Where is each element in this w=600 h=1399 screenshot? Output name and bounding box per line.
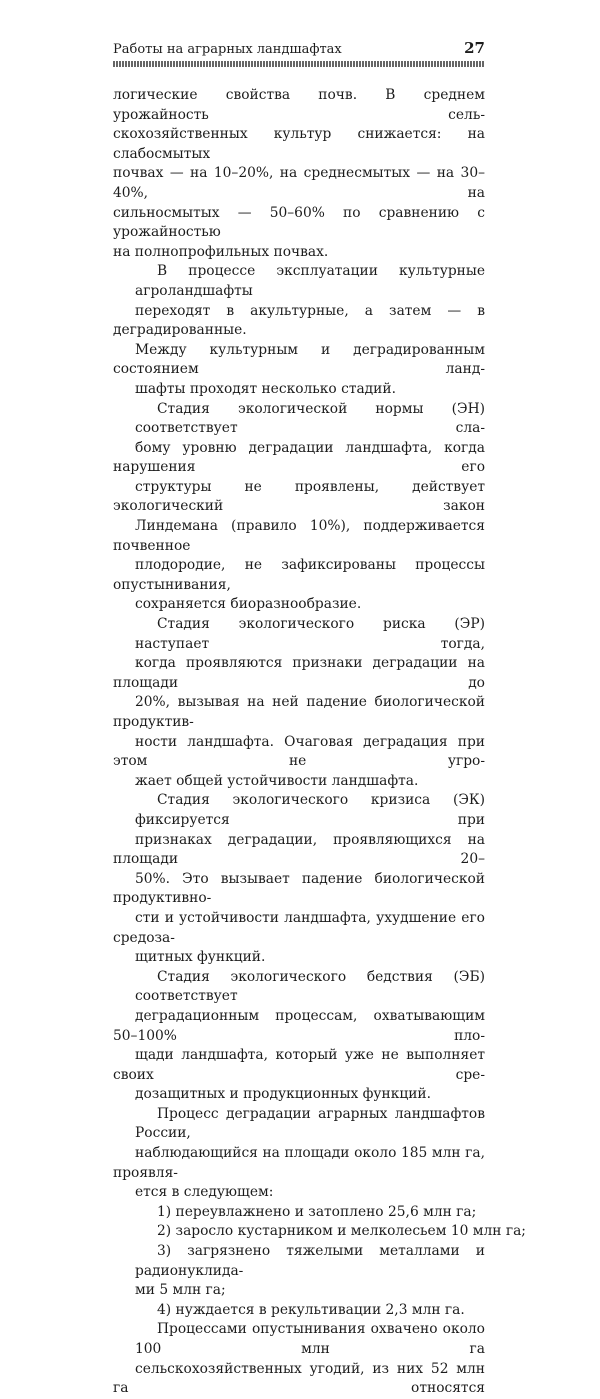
text-line: 20%, вызывая на ней падение биологической продуктив- — [113, 694, 485, 730]
text-line: Стадия экологического кризиса (ЭК) фиксируется при — [135, 792, 485, 828]
text-line: ется в следующем: — [135, 1184, 274, 1201]
paragraph — [113, 968, 485, 1105]
text-line: шафты проходят несколько стадий. — [135, 380, 396, 397]
header-rule — [113, 61, 485, 67]
text-line: переходят в акультурные, а затем — в деградированные. — [113, 302, 485, 339]
text-line: на полнопрофильных почвах. — [113, 243, 329, 260]
text-line: когда проявляются признаки деградации на площади до — [113, 655, 485, 691]
text-line: Линдемана (правило 10%), поддерживается почвенное — [113, 518, 485, 554]
paragraph — [113, 262, 485, 399]
list-item — [113, 1242, 485, 1301]
text-line: сельскохозяйственных угодий, из них 52 млн га относятся — [113, 1360, 485, 1397]
text-line: логические свойства почв. В среднем урожайность сель- — [113, 87, 485, 123]
body-text — [113, 86, 526, 1399]
text-line: сохраняется биоразнообразие. — [135, 596, 362, 613]
text-line: плодородие, не зафиксированы процессы опустынивания, — [113, 557, 485, 593]
paragraph — [113, 86, 485, 262]
text-line: наблюдающийся на площади около 185 млн га, проявля- — [113, 1145, 485, 1181]
text-line: щади ландшафта, который уже не выполняет своих сре- — [113, 1047, 485, 1083]
list-item — [113, 1203, 485, 1223]
paragraph — [113, 1105, 485, 1203]
text-line: бому уровню деградации ландшафта, когда нарушения его — [113, 439, 485, 476]
paragraph — [113, 1320, 485, 1398]
text-line: дозащитных и продукционных функций. — [135, 1086, 431, 1103]
list-item — [113, 1222, 526, 1242]
list-item — [113, 1301, 485, 1321]
text-line: структуры не проявлены, действует экологический закон — [113, 478, 485, 515]
text-line: Между культурным и деградированным состоянием ланд- — [113, 341, 485, 378]
text-line: Стадия экологического риска (ЭР) наступает тогда, — [135, 616, 485, 652]
text-line: сти и устойчивости ландшафта, ухудшение его средоза- — [113, 909, 485, 946]
text-line: Стадия экологической нормы (ЭН) соответствует сла- — [135, 400, 485, 437]
running-title: Работы на аграрных ландшафтах — [113, 42, 342, 57]
text-line: сильносмытых — 50–60% по сравнению с урожайностью — [113, 204, 485, 241]
text-line: 4) нуждается в рекультивации 2,3 млн га. — [157, 1301, 465, 1318]
text-line: ности ландшафта. Очаговая деградация при этом не угро- — [113, 733, 485, 770]
paragraph — [113, 791, 485, 967]
text-line: 1) переувлажнено и затоплено 25,6 млн га; — [157, 1203, 477, 1220]
paragraph — [113, 615, 485, 791]
text-line: Процессами опустынивания охвачено около 100 млн га — [135, 1321, 485, 1357]
text-line: признаках деградации, проявляющихся на площади 20– — [113, 831, 485, 868]
text-line: почвах — на 10–20%, на среднесмытых — на 30–40%, на — [113, 165, 485, 201]
text-line: скохозяйственных культур снижается: на слабосмытых — [113, 126, 485, 162]
text-line: ми 5 млн га; — [135, 1282, 226, 1299]
text-line: 50%. Это вызывает падение биологической продуктивно- — [113, 870, 485, 907]
text-line: 2) заросло кустарником и мелколесьем 10 млн га; — [157, 1223, 526, 1240]
text-line: деградационным процессам, охватывающим 50–100% пло- — [113, 1007, 485, 1044]
paragraph — [113, 400, 485, 616]
text-line: Процесс деградации аграрных ландшафтов России, — [135, 1105, 485, 1142]
text-line: жает общей устойчивости ландшафта. — [135, 772, 419, 789]
text-line: В процессе эксплуатации культурные агроландшафты — [135, 263, 485, 299]
running-header — [113, 38, 485, 58]
text-line: Стадия экологического бедствия (ЭБ) соответствует — [135, 968, 485, 1005]
text-line: 3) загрязнено тяжелыми металлами и радионуклида- — [135, 1243, 485, 1279]
text-line: щитных функций. — [135, 949, 266, 966]
page-number: 27 — [464, 39, 485, 57]
